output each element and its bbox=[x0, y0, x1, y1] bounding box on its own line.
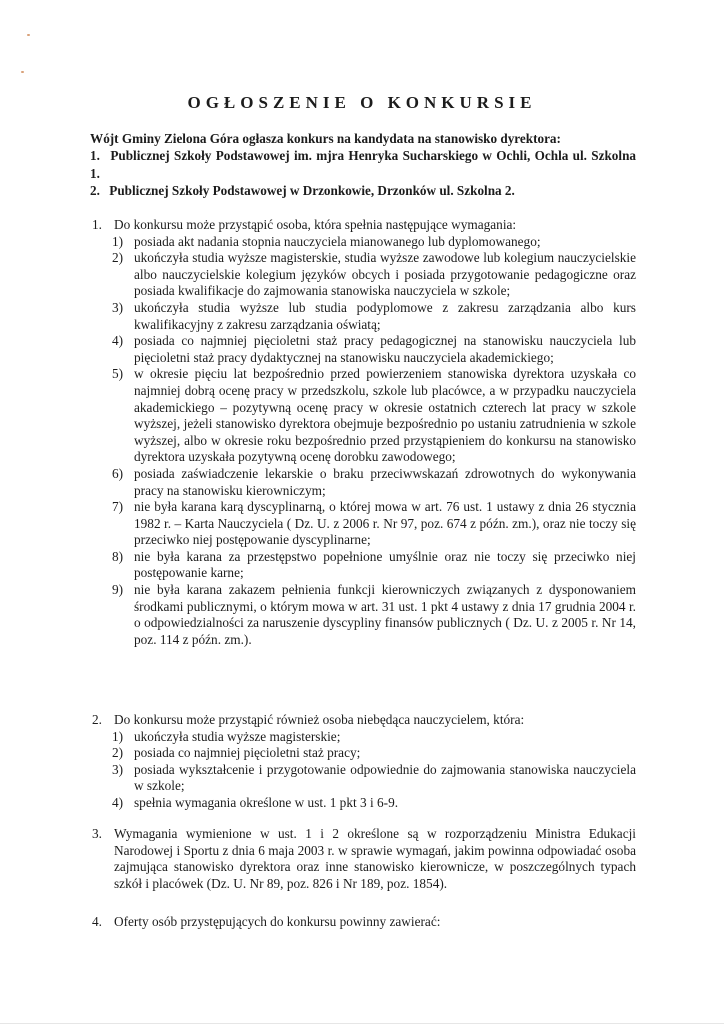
section-3 bbox=[92, 826, 636, 892]
list-item-number: 4) bbox=[112, 794, 124, 810]
list-item-text: spełnia wymagania określone w ust. 1 pkt 3 i 6-9. bbox=[134, 794, 399, 810]
list-item-number: 2) bbox=[112, 250, 124, 266]
section-heading-text: Do konkursu może przystąpić również osoba niebędąca nauczycielem, która: bbox=[114, 712, 525, 727]
section-heading bbox=[92, 712, 636, 729]
list-item-number: 1) bbox=[112, 728, 124, 744]
scan-speck bbox=[21, 71, 24, 73]
list-item-text: nie była karana karą dyscyplinarną, o której mowa w art. 76 ust. 1 ustawy z dnia 26 stycznia 1982 r. – Karta Nauczyciela ( Dz. U. z 2006 r. Nr 97, poz. 674 z późn. zm.), oraz nie toczy się przeciwko niej postępowanie dyscyplinarne; bbox=[134, 499, 636, 548]
list-item bbox=[92, 499, 636, 549]
list-item-text: nie była karana za przestępstwo popełnione umyślnie oraz nie toczy się przeciwko niej postępowanie karne; bbox=[134, 548, 636, 581]
requirements-list bbox=[92, 729, 636, 812]
intro-item-1 bbox=[90, 147, 636, 182]
list-item-text: nie była karana zakazem pełnienia funkcji kierowniczych związanych z dysponowaniem środkami publicznymi, o którym mowa w art. 31 ust. 1 pkt 4 ustawy z dnia 17 grudnia 2004 r. o odpowiedzialności za naruszenie dyscypliny finansów publicznych ( Dz. U. z 2005 r. Nr 14, poz. 114 z późn. zm.). bbox=[134, 582, 636, 647]
list-item-number: 8) bbox=[112, 548, 124, 564]
intro-item-number: 1. bbox=[90, 148, 100, 164]
section-number: 1. bbox=[92, 217, 102, 232]
intro-item-number: 2. bbox=[90, 183, 100, 199]
section-paragraph bbox=[92, 826, 636, 892]
section-paragraph bbox=[92, 914, 636, 931]
intro-item-text: Publicznej Szkoły Podstawowej im. mjra Henryka Sucharskiego w Ochli, Ochla ul. Szkolna 1. bbox=[90, 148, 636, 181]
list-item bbox=[92, 466, 636, 499]
section-number: 4. bbox=[92, 914, 102, 929]
list-item bbox=[92, 250, 636, 300]
list-item-text: posiada zaświadczenie lekarskie o braku przeciwwskazań zdrowotnych do wykonywania pracy na stanowisku kierowniczym; bbox=[134, 465, 636, 498]
list-item bbox=[92, 333, 636, 366]
section-heading bbox=[92, 217, 636, 234]
list-item-text: posiada co najmniej pięcioletni staż pracy; bbox=[134, 745, 361, 761]
list-item bbox=[92, 300, 636, 333]
list-item-number: 7) bbox=[112, 499, 124, 515]
list-item-number: 3) bbox=[112, 761, 124, 777]
section-1 bbox=[92, 217, 636, 648]
list-item bbox=[92, 762, 636, 795]
page-title: OGŁOSZENIE O KONKURSIE bbox=[187, 93, 537, 112]
list-item bbox=[92, 582, 636, 648]
scan-speck bbox=[27, 34, 30, 36]
intro-item-text: Publicznej Szkoły Podstawowej w Drzonkowie, Drzonków ul. Szkolna 2. bbox=[109, 183, 515, 199]
list-item bbox=[92, 549, 636, 582]
list-item-text: w okresie pięciu lat bezpośrednio przed powierzeniem stanowiska dyrektora uzyskała co najmniej dobrą ocenę pracy w przedszkolu, szkole lub placówce, a w przypadku nauczyciela akademickiego – pozytywną ocenę pracy w okresie ostatnich czterech lat pracy w szkole wyższej, jeżeli stanowisko dyrektora obejmuje bezpośrednio po ustaniu zatrudnienia w szkole wyższej, albo w okresie roku bezpośrednio przed przystąpieniem do konkursu na stanowisko dyrektora uzyskała pozytywną ocenę dorobku zawodowego; bbox=[134, 366, 636, 465]
list-item-text: ukończyła studia wyższe magisterskie, studia wyższe zawodowe lub kolegium nauczycielskie albo nauczycielskie kolegium języków obcych i posiada przygotowanie pedagogiczne oraz posiada kwalifikacje do zajmowania stanowiska nauczyciela w szkole; bbox=[134, 250, 636, 299]
requirements-list bbox=[92, 234, 636, 649]
list-item-number: 5) bbox=[112, 366, 124, 382]
section-text: Oferty osób przystępujących do konkursu powinny zawierać: bbox=[114, 914, 441, 929]
list-item bbox=[92, 234, 636, 251]
intro-block bbox=[90, 130, 636, 200]
section-4 bbox=[92, 914, 636, 931]
list-item bbox=[92, 729, 636, 746]
list-item-text: posiada co najmniej pięcioletni staż pracy pedagogicznej na stanowisku nauczyciela lub pięcioletni staż pracy dydaktycznej na stanowisku nauczyciela akademickiego; bbox=[134, 333, 636, 365]
list-item bbox=[92, 795, 636, 812]
list-item-number: 6) bbox=[112, 465, 124, 481]
list-item-number: 1) bbox=[112, 233, 124, 249]
list-item-number: 4) bbox=[112, 333, 124, 349]
section-number: 2. bbox=[92, 712, 102, 727]
list-item bbox=[92, 745, 636, 762]
list-item-text: ukończyła studia wyższe lub studia podyplomowe z zakresu zarządzania albo kurs kwalifikacyjny z zakresu zarządzania oświatą; bbox=[134, 299, 636, 332]
list-item-text: ukończyła studia wyższe magisterskie; bbox=[134, 728, 341, 744]
list-item-number: 3) bbox=[112, 299, 124, 315]
list-item bbox=[92, 366, 636, 466]
section-text: Wymagania wymienione w ust. 1 i 2 określone są w rozporządzeniu Ministra Edukacji Narodowej i Sportu z dnia 6 maja 2003 r. w sprawie wymagań, jakim powinna odpowiadać osoba zajmująca stanowisko dyrektora oraz inne stanowisko kierownicze, w poszczególnych typach szkół i placówek (Dz. U. Nr 89, poz. 826 i Nr 189, poz. 1854). bbox=[114, 826, 636, 891]
list-item-number: 2) bbox=[112, 745, 124, 761]
section-2 bbox=[92, 712, 636, 812]
list-item-number: 9) bbox=[112, 582, 124, 598]
intro-line: Wójt Gminy Zielona Góra ogłasza konkurs na kandydata na stanowisko dyrektora: bbox=[90, 131, 561, 146]
list-item-text: posiada akt nadania stopnia nauczyciela mianowanego lub dyplomowanego; bbox=[134, 233, 541, 249]
section-heading-text: Do konkursu może przystąpić osoba, która spełnia następujące wymagania: bbox=[114, 217, 517, 232]
section-number: 3. bbox=[92, 826, 102, 841]
list-item-text: posiada wykształcenie i przygotowanie odpowiednie do zajmowania stanowiska nauczyciela w szkole; bbox=[134, 761, 636, 794]
intro-item-2 bbox=[90, 182, 636, 199]
